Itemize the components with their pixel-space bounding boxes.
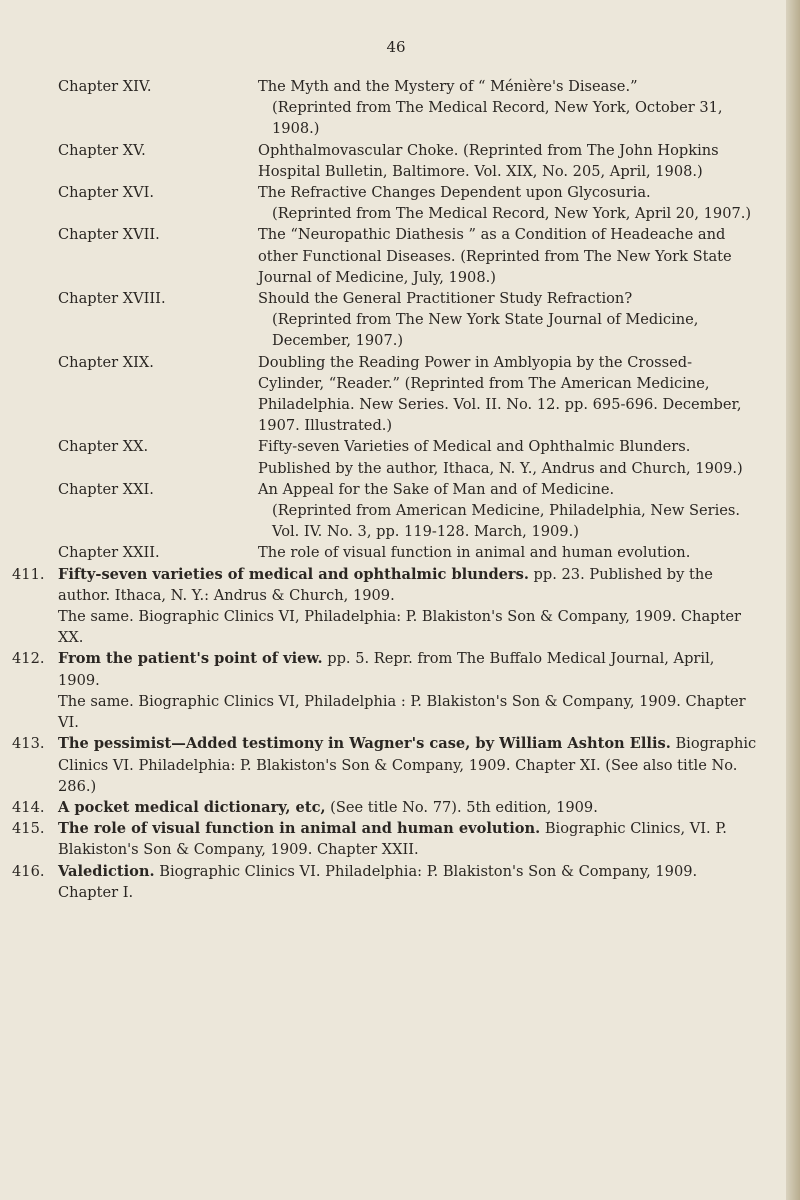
chapter-title: Fifty-seven Varieties of Medical and Ophthalmic Blunders. Published by the author, Ithaca, N. Y., Andrus and Church, 1909.) (258, 438, 743, 477)
bibliography-entry (12, 861, 758, 903)
chapter-title: Doubling the Reading Power in Amblyopia by the Crossed-Cylinder, “Reader.” (Reprinted from The American Medicine, Philadelphia. New Series. Vol. II. No. 12. pp. 695-696. December, 1907. Illustrated.) (258, 353, 742, 435)
entry-details: Biographic Clinics VI. Philadelphia: P. Blakiston's Son & Company, 1909. Chapter XI. (See also title No. 286.) (58, 735, 757, 795)
entry-details: Biographic Clinics VI. Philadelphia: P. Blakiston's Son & Company, 1909. Chapter I. (58, 862, 698, 901)
chapter-title: The role of visual function in animal and human evolution. (258, 544, 691, 562)
bibliography-list (12, 564, 758, 903)
chapter-label: Chapter XXII. (58, 544, 160, 562)
entry-details: Biographic Clinics, VI. P. Blakiston's Son & Company, 1909. Chapter XXII. (58, 820, 727, 859)
chapter-item (58, 182, 758, 224)
entry-title: Fifty-seven varieties of medical and ophthalmic blunders. (58, 565, 529, 583)
chapter-item (58, 352, 758, 437)
entry-number: 416. (12, 862, 45, 880)
chapter-item (58, 288, 758, 352)
chapter-item (58, 479, 758, 543)
entry-same: The same. Biographic Clinics VI, Philadelphia: P. Blakiston's Son & Company, 1909. Chapter XX. (58, 608, 741, 647)
entry-details: (See title No. 77). 5th edition, 1909. (325, 798, 598, 816)
bibliography-entry (12, 733, 758, 797)
chapter-title: The Refractive Changes Dependent upon Glycosuria. (258, 184, 651, 202)
entry-details: pp. 5. Repr. from The Buffalo Medical Journal, April, 1909. (58, 650, 715, 689)
entry-title: From the patient's point of view. (58, 650, 323, 668)
chapter-title: An Appeal for the Sake of Man and of Medicine. (258, 480, 615, 498)
chapter-label: Chapter XIX. (58, 353, 154, 371)
chapter-label: Chapter XVII. (58, 226, 160, 244)
bibliography-entry (12, 818, 758, 860)
bibliography-entry (12, 648, 758, 733)
chapter-title: Ophthalmovascular Choke. (Reprinted from The John Hopkins Hospital Bulletin, Baltimore. Vol. XIX, No. 205, April, 1908.) (258, 141, 719, 180)
chapter-title: The “Neuropathic Diathesis ” as a Condition of Headeache and other Functional Diseases. (Reprinted from The New York State Journal of Medicine, July, 1908.) (258, 226, 732, 286)
chapter-title: The Myth and the Mystery of “ Ménière's Disease.” (258, 78, 638, 95)
page-edge (786, 0, 800, 1200)
entry-details: pp. 23. Published by the author. Ithaca, N. Y.: Andrus & Church, 1909. (58, 565, 713, 604)
entry-title: Valediction. (58, 862, 155, 880)
chapter-label: Chapter XV. (58, 141, 146, 159)
entry-number: 414. (12, 798, 45, 816)
content (12, 76, 758, 903)
chapter-item (58, 140, 758, 182)
chapter-item (58, 224, 758, 288)
entry-number: 411. (12, 565, 45, 583)
chapter-item (58, 76, 758, 140)
page-number: 46 (386, 38, 406, 56)
chapter-item (58, 542, 758, 563)
entry-title: The pessimist—Added testimony in Wagner's case, by William Ashton Ellis. (58, 735, 671, 753)
entry-number: 412. (12, 650, 45, 668)
chapter-label: Chapter XXI. (58, 480, 154, 498)
bibliography-entry (12, 797, 758, 818)
chapter-note: (Reprinted from American Medicine, Philadelphia, New Series. Vol. IV. No. 3, pp. 119-128. March, 1909.) (272, 502, 741, 541)
entry-title: The role of visual function in animal and human evolution. (58, 820, 541, 838)
entry-same: The same. Biographic Clinics VI, Philadelphia : P. Blakiston's Son & Company, 1909. Chapter VI. (58, 692, 746, 732)
chapter-label: Chapter XIV. (58, 78, 152, 95)
entry-number: 413. (12, 735, 45, 753)
chapter-list (58, 76, 758, 564)
chapter-item (58, 436, 758, 478)
chapter-note: (Reprinted from The Medical Record, New York, October 31, 1908.) (272, 99, 723, 138)
chapter-label: Chapter XVIII. (58, 290, 166, 308)
chapter-title: Should the General Practitioner Study Refraction? (258, 290, 633, 308)
chapter-note: (Reprinted from The New York State Journal of Medicine, December, 1907.) (272, 311, 699, 350)
entry-title: A pocket medical dictionary, etc, (58, 798, 326, 816)
chapter-label: Chapter XVI. (58, 184, 155, 202)
chapter-label: Chapter XX. (58, 438, 149, 456)
chapter-note: (Reprinted from The Medical Record, New York, April 20, 1907.) (272, 205, 752, 223)
entry-number: 415. (12, 820, 45, 838)
bibliography-entry (12, 564, 758, 649)
